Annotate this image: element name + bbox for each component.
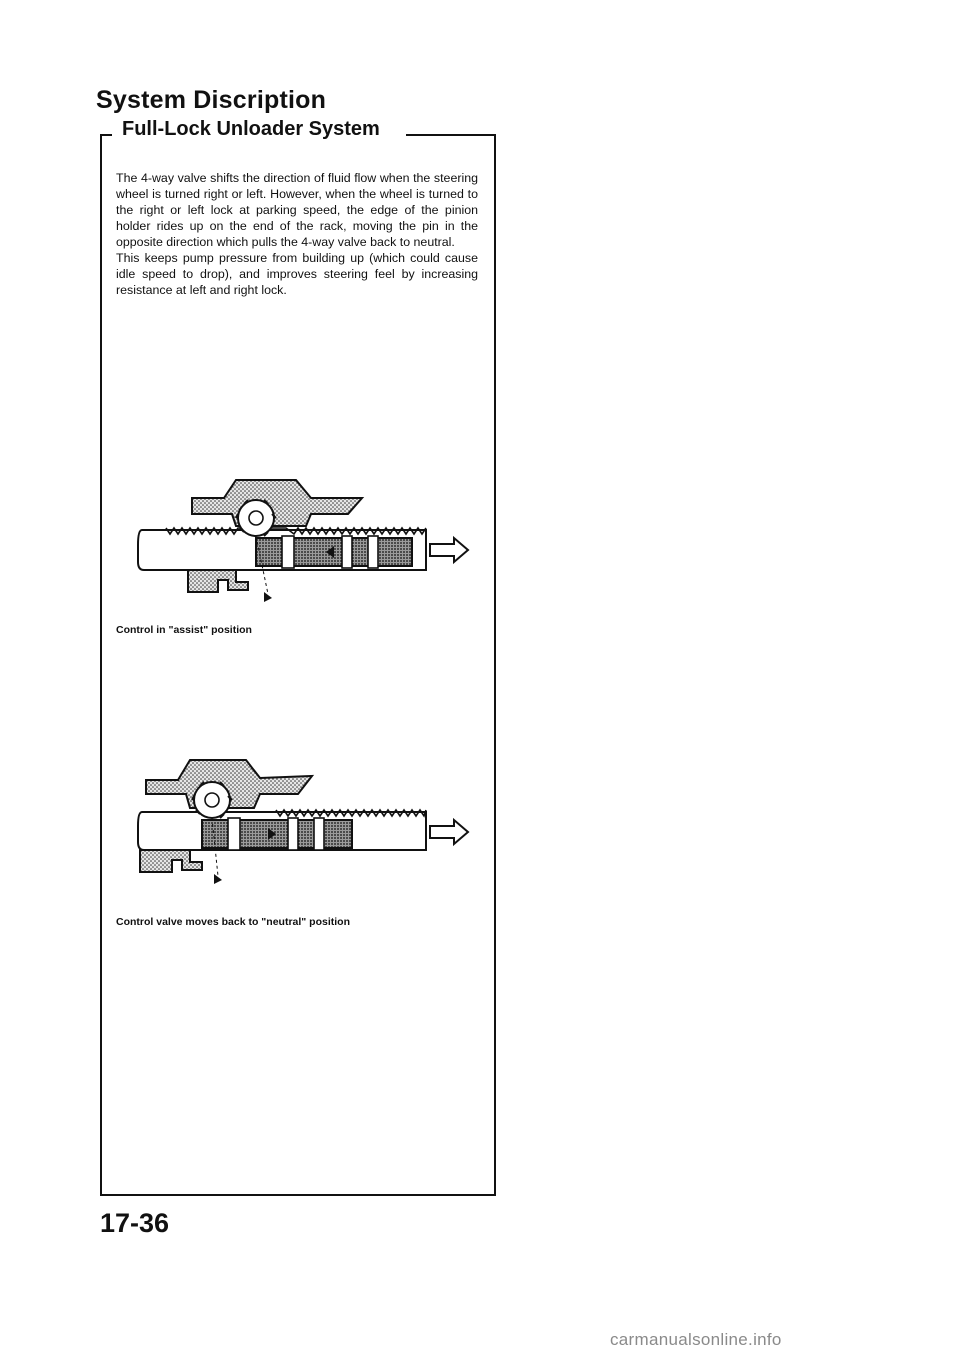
paragraph-2: This keeps pump pressure from building up (which could cause idle speed to drop), and improves steering feel by increasing resistance at left and right lock. <box>116 251 478 297</box>
page-number: 17-36 <box>100 1208 170 1238</box>
section-title: Full-Lock Unloader System <box>122 118 380 140</box>
page-title: System Discription <box>96 86 327 114</box>
figure-neutral-diagram <box>136 750 486 890</box>
figure-assist-diagram <box>136 470 486 610</box>
figure-neutral-caption: Control valve moves back to "neutral" position <box>116 916 351 928</box>
frame-top-border-left <box>100 134 112 136</box>
description-text <box>116 170 478 298</box>
footer-watermark: carmanualsonline.info <box>610 1330 782 1349</box>
frame-top-border-right <box>406 134 494 136</box>
figure-assist-caption: Control in "assist" position <box>116 624 252 636</box>
paragraph-1: The 4-way valve shifts the direction of fluid flow when the steering wheel is turned right or left. However, when the wheel is turned to the right or left lock at parking speed, the edge of the pinion holder rides up on the end of the rack, moving the pin in the opposite direction which pulls the 4-way valve back to neutral. <box>116 171 478 249</box>
